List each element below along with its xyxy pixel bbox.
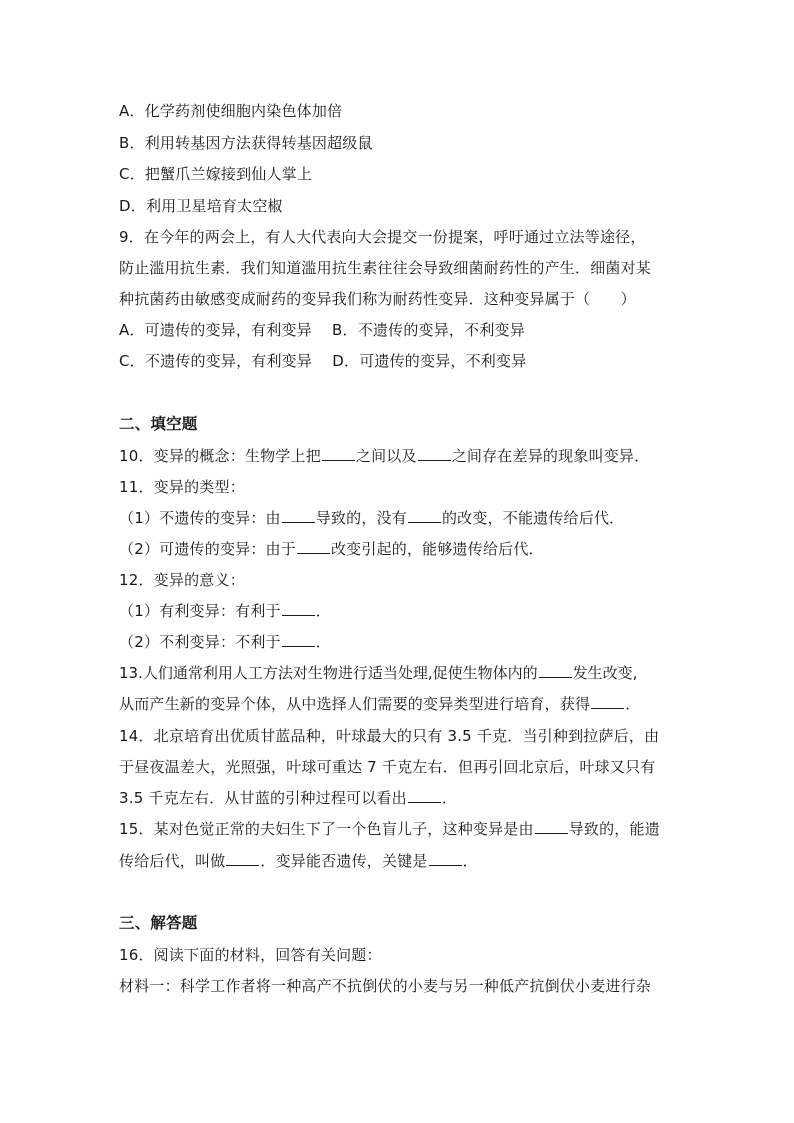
question-11: 11．变异的类型： <box>119 478 245 496</box>
section-heading-answer: 三、解答题 <box>119 914 198 932</box>
question-13-text-c: 从而产生新的变异个体，从中选择人们需要的变异类型进行培育，获得 <box>119 695 591 713</box>
question-9-line-3: 种抗菌药由敏感变成耐药的变异我们称为耐药性变异．这种变异属于（ ） <box>119 290 636 308</box>
question-15-text-c: 传给后代，叫做 <box>119 852 226 870</box>
question-15-line-2 <box>119 851 478 871</box>
answer-blank <box>418 446 451 461</box>
question-10-text-b: 之间以及 <box>355 447 417 465</box>
answer-blank <box>539 663 572 678</box>
question-12-part-2 <box>119 632 331 652</box>
answer-blank <box>282 632 315 647</box>
question-14-line-3 <box>119 788 457 808</box>
question-11-1-text-c: 的改变，不能遗传给后代． <box>441 509 625 527</box>
question-10-text-a: 10．变异的概念：生物学上把 <box>119 447 321 465</box>
question-14-text-b: ． <box>441 789 458 807</box>
question-10-text-c: 之间存在差异的现象叫变异． <box>451 447 650 465</box>
question-13-text-a: 13.人们通常利用人工方法对生物进行适当处理,促使生物体内的 <box>119 664 538 682</box>
question-11-part-2 <box>119 539 544 559</box>
question-15-text-a: 15．某对色觉正常的夫妇生下了一个色盲儿子，这种变异是由 <box>119 820 534 838</box>
question-11-1-text-b: 导致的，没有 <box>315 509 407 527</box>
question-15-text-b: 导致的，能遗 <box>568 820 660 838</box>
option-a-q8: A．化学药剂使细胞内染色体加倍 <box>119 102 343 120</box>
question-15-text-e: ． <box>462 852 478 870</box>
question-15-text-d: ．变异能否遗传，关键是 <box>260 852 428 870</box>
question-10 <box>119 446 649 466</box>
answer-blank <box>282 508 315 523</box>
answer-blank <box>322 446 355 461</box>
question-16: 16．阅读下面的材料，回答有关问题： <box>119 946 382 964</box>
question-12-2-text-a: （2）不利变异：不利于 <box>119 633 281 651</box>
question-13-text-d: ． <box>625 695 641 713</box>
answer-blank <box>408 788 441 803</box>
question-12-1-text-a: （1）有利变异：有利于 <box>119 602 281 620</box>
question-12-1-text-b: ． <box>315 602 331 620</box>
section-heading-fill-in: 二、填空题 <box>119 415 198 433</box>
answer-blank <box>226 851 259 866</box>
question-14-line-1: 14．北京培育出优质甘蓝品种，叶球最大的只有 3.5 千克．当引种到拉萨后，由 <box>119 727 660 745</box>
answer-blank <box>297 539 330 554</box>
answer-blank <box>429 851 462 866</box>
question-9-line-1: 9．在今年的两会上，有人大代表向大会提交一份提案，呼吁通过立法等途径， <box>119 228 646 246</box>
question-13-text-b: 发生改变, <box>572 664 638 682</box>
question-12-2-text-b: ． <box>315 633 331 651</box>
question-13-line-1 <box>119 663 637 683</box>
answer-blank <box>408 508 441 523</box>
question-11-1-text-a: （1）不遗传的变异：由 <box>119 509 281 527</box>
question-12: 12．变异的意义： <box>119 571 245 589</box>
option-b-q8: B．利用转基因方法获得转基因超级鼠 <box>119 134 373 152</box>
question-9-options-cd: C．不遗传的变异，有利变异 D．可遗传的变异，不利变异 <box>119 352 527 370</box>
question-11-part-1 <box>119 508 624 528</box>
answer-blank <box>591 694 624 709</box>
option-d-q8: D．利用卫星培育太空椒 <box>119 197 283 215</box>
question-11-2-text-a: （2）可遗传的变异：由于 <box>119 540 296 558</box>
option-c-q8: C．把蟹爪兰嫁接到仙人掌上 <box>119 165 313 183</box>
question-13-line-2 <box>119 694 640 714</box>
question-15-line-1 <box>119 819 660 839</box>
question-14-line-2: 于昼夜温差大，光照强，叶球可重达 7 千克左右．但再引回北京后，叶球又只有 <box>119 758 656 776</box>
question-11-2-text-b: 改变引起的，能够遗传给后代． <box>330 540 544 558</box>
question-9-options-ab: A．可遗传的变异，有利变异 B．不遗传的变异，不利变异 <box>119 321 525 339</box>
answer-blank <box>535 819 568 834</box>
material-1: 材料一：科学工作者将一种高产不抗倒伏的小麦与另一种低产抗倒伏小麦进行杂 <box>119 977 652 995</box>
answer-blank <box>282 601 315 616</box>
question-9-line-2: 防止滥用抗生素．我们知道滥用抗生素往往会导致细菌耐药性的产生．细菌对某 <box>119 259 652 277</box>
question-12-part-1 <box>119 601 331 621</box>
question-14-text-a: 3.5 千克左右．从甘蓝的引种过程可以看出 <box>119 789 407 807</box>
